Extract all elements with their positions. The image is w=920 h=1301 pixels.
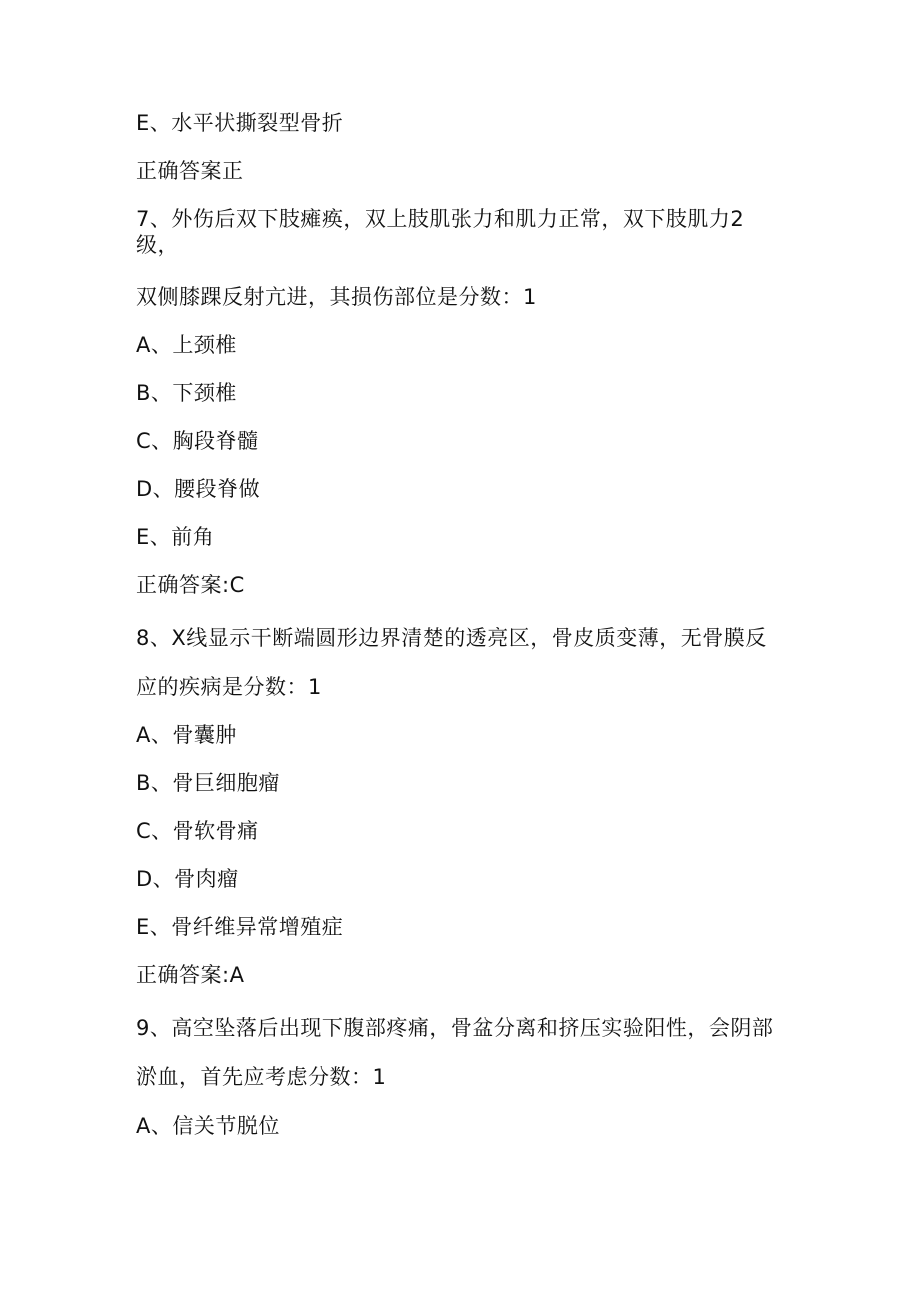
option-a-q8: A、骨囊肿 <box>136 723 237 747</box>
option-a-q9: A、信关节脱位 <box>136 1114 280 1138</box>
option-b-q7: B、下颈椎 <box>136 381 237 405</box>
option-d-q7: D、腰段脊做 <box>136 477 261 501</box>
option-e-q6: E、水平状撕裂型骨折 <box>136 111 344 135</box>
answer-q8: 正确答案:A <box>136 963 245 987</box>
question-8-line-1: 8、X线显示干断端圆形边界清楚的透亮区，骨皮质变薄，无骨膜反 <box>136 626 767 650</box>
question-7-line-2: 双侧膝踝反射亢进，其损伤部位是分数：1 <box>136 285 537 309</box>
question-9-line-2: 淤血，首先应考虑分数：1 <box>136 1065 387 1089</box>
option-a-q7: A、上颈椎 <box>136 333 237 357</box>
option-e-q7: E、前角 <box>136 525 215 549</box>
option-c-q8: C、骨软骨痛 <box>136 819 259 843</box>
option-c-q7: C、胸段脊髓 <box>136 429 259 453</box>
question-7-line-1: 7、外伤后双下肢瘫痪，双上肢肌张力和肌力正常，双下肢肌力2级， <box>136 207 745 257</box>
option-e-q8: E、骨纤维异常增殖症 <box>136 915 344 939</box>
question-8-line-2: 应的疾病是分数：1 <box>136 675 322 699</box>
option-b-q8: B、骨巨细胞瘤 <box>136 771 280 795</box>
question-9-line-1: 9、高空坠落后出现下腹部疼痛，骨盆分离和挤压实验阳性，会阴部 <box>136 1016 774 1040</box>
answer-q7: 正确答案:C <box>136 573 245 597</box>
answer-q6: 正确答案正 <box>136 159 244 183</box>
option-d-q8: D、骨肉瘤 <box>136 867 239 891</box>
